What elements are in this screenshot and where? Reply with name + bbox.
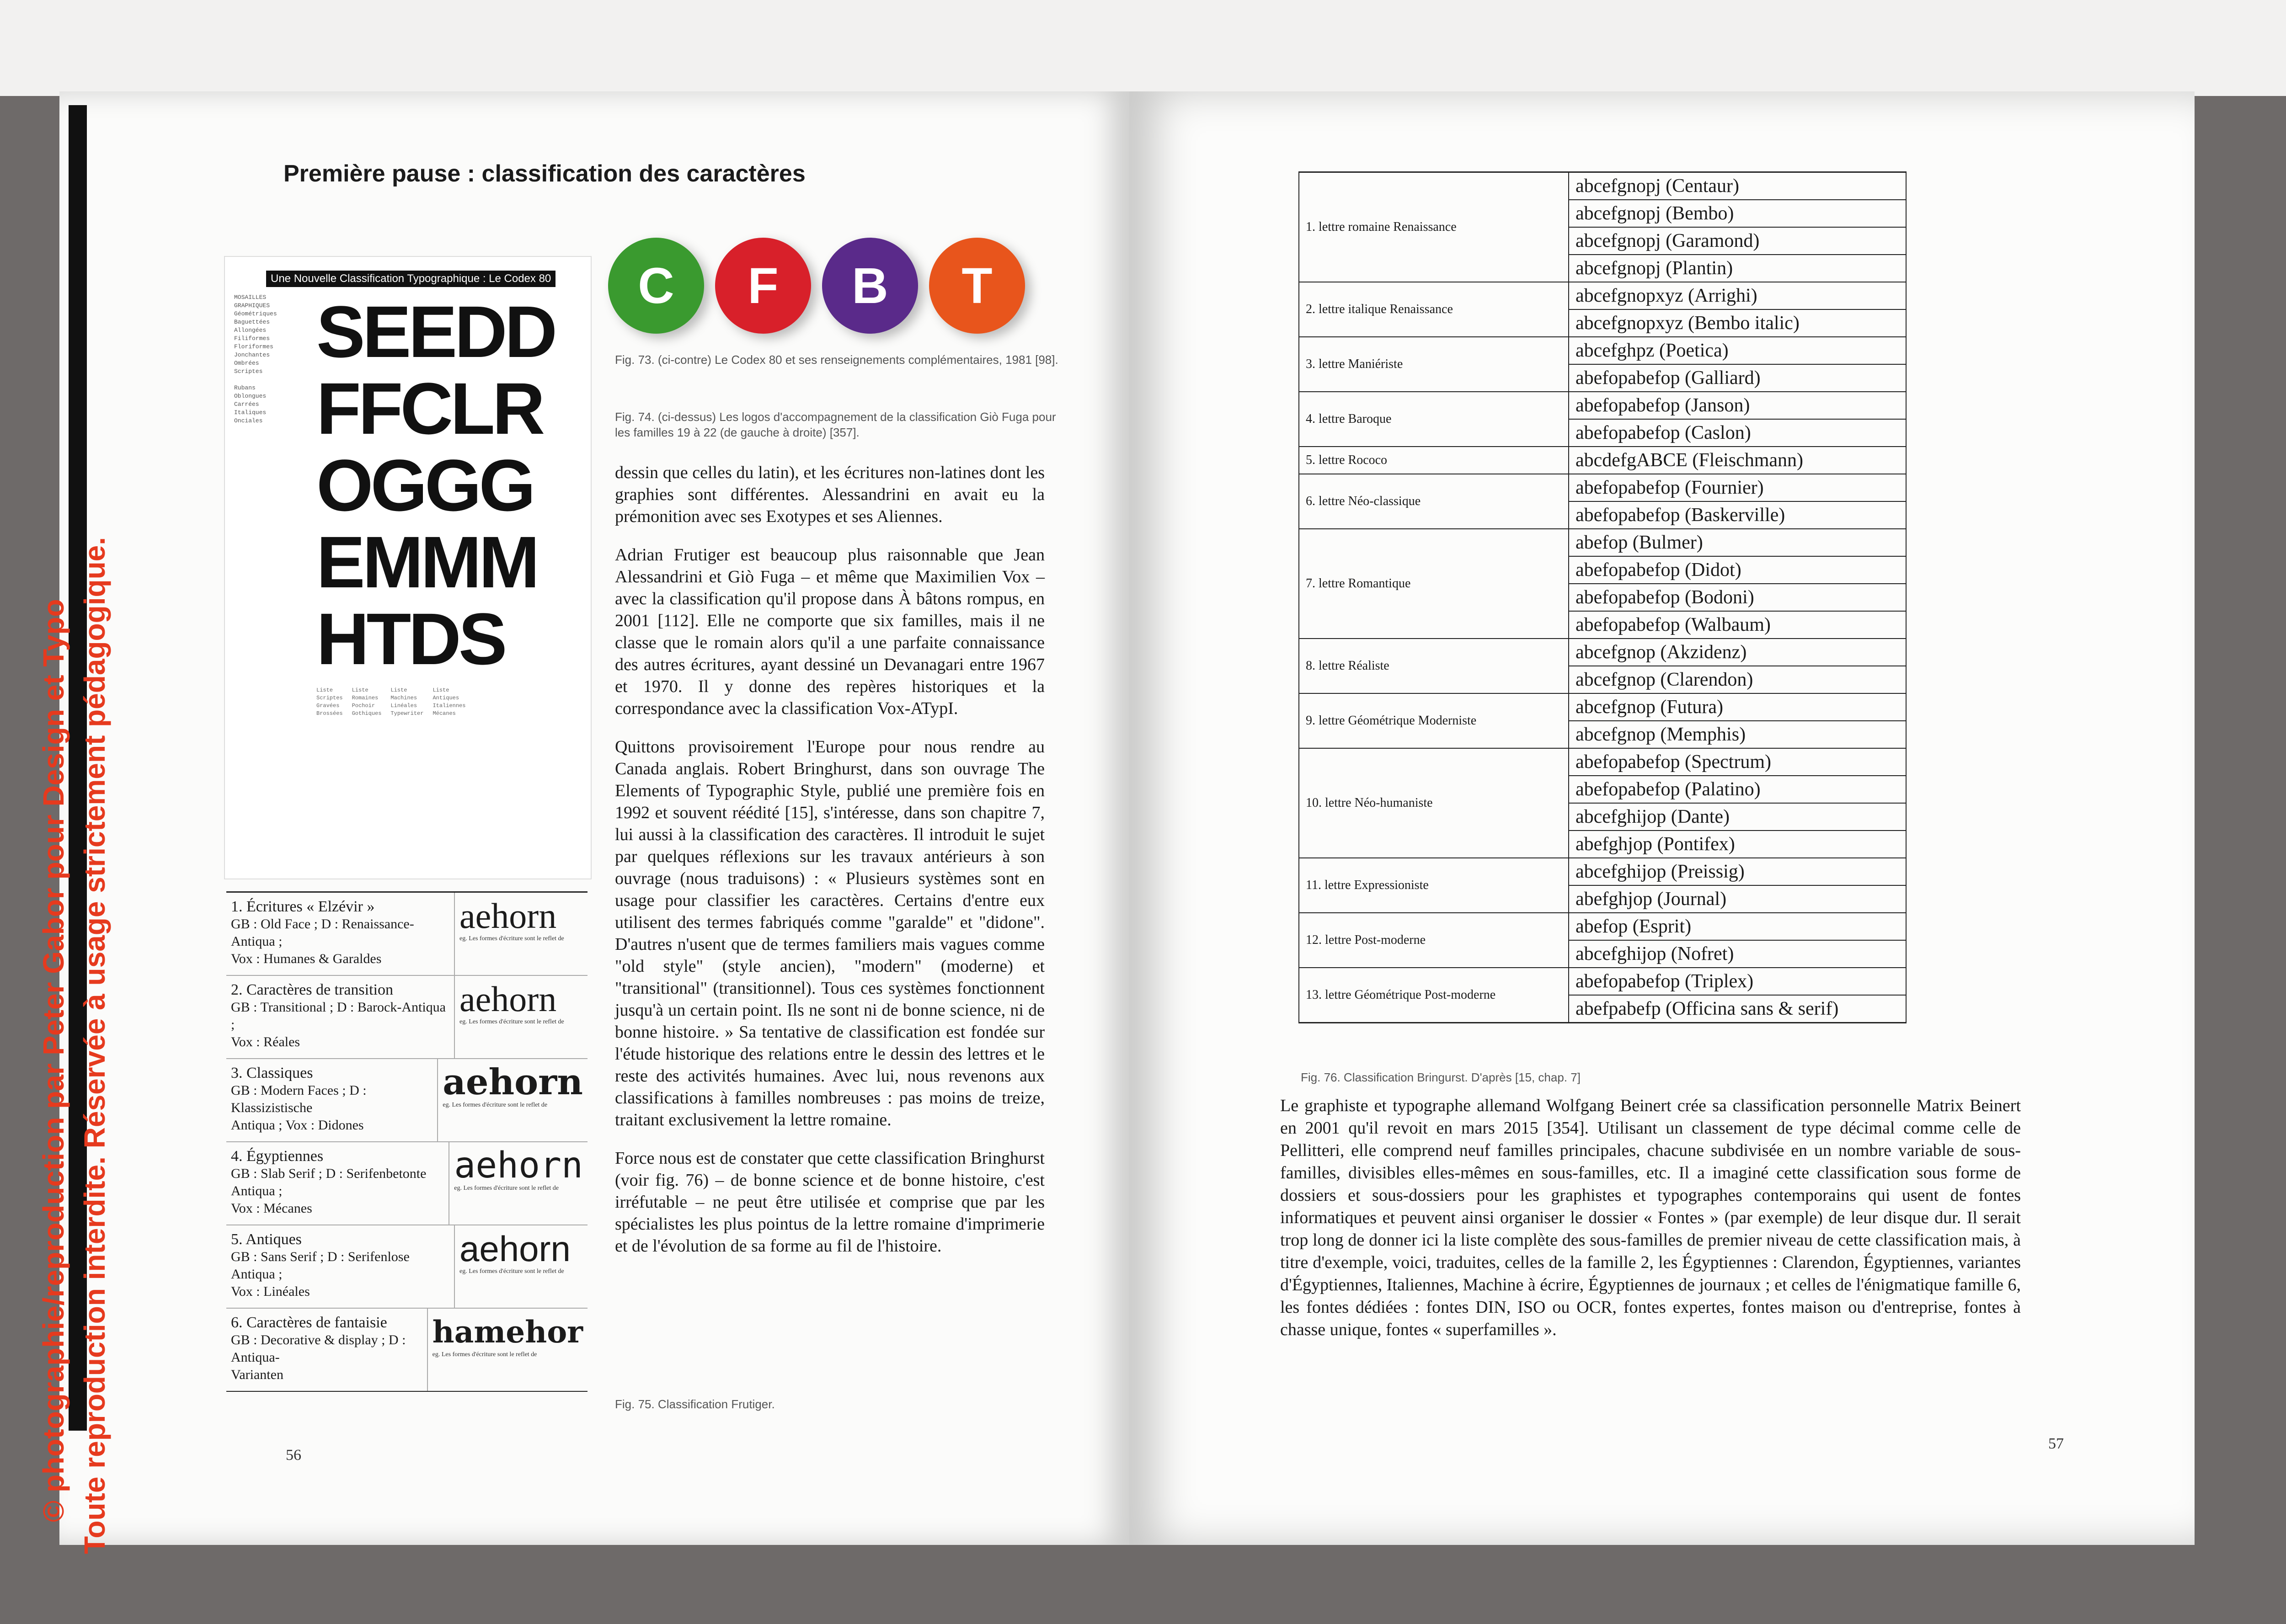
row-vox: Vox : Réales [231, 1034, 300, 1049]
example-cell: abefopabefop (Caslon) [1569, 419, 1906, 447]
table-row [226, 976, 588, 1059]
type-sample: hamehor [432, 1314, 583, 1350]
row-vox: Vox : Humanes & Garaldes [231, 951, 382, 966]
row-title: 6. Caractères de fantaisie [231, 1314, 387, 1331]
logo-19-icon: C [608, 238, 704, 334]
category-cell: 12. lettre Post-moderne [1299, 913, 1569, 968]
category-cell: 9. lettre Géométrique Moderniste [1299, 693, 1569, 748]
row-vox: Vox : Mécanes [231, 1201, 312, 1216]
example-cell: abcefgnopj (Centaur) [1569, 172, 1906, 200]
example-cell: abefopabefop (Triplex) [1569, 968, 1906, 995]
category-cell: 8. lettre Réaliste [1299, 639, 1569, 693]
row-vox: Vox : Linéales [231, 1284, 310, 1299]
example-cell: abcefghpz (Poetica) [1569, 337, 1906, 364]
caption-fig75: Fig. 75. Classification Frutiger. [615, 1397, 775, 1411]
category-cell: 11. lettre Expressioniste [1299, 858, 1569, 913]
caption-fig76: Fig. 76. Classification Bringurst. D'après [15, chap. 7] [1301, 1070, 1581, 1084]
poster-line-5: HTDS [316, 598, 505, 680]
example-cell: abcefgnopxyz (Arrighi) [1569, 282, 1906, 309]
table-row [1299, 172, 1906, 200]
example-cell: abcefgnop (Clarendon) [1569, 666, 1906, 693]
logo-20-icon: F [715, 238, 811, 334]
type-sample: aehorn [459, 1229, 571, 1269]
logo-21-icon: B [822, 238, 918, 334]
sample-note: eg. Les formes d'écriture sont le reflet de [459, 935, 564, 942]
paragraph-4: Force nous est de constater que cette classification Bringhurst (voir fig. 76) – de bonne science et de bonne histoire, c'est irréfutable – ne peut être utilisée et comprise que par les spécialistes les plus pointus de la lettre romaine d'imprimerie et de l'évolution de sa forme au fil de l'histoire. [615, 1149, 1045, 1256]
example-cell: abefopabefop (Bodoni) [1569, 584, 1906, 611]
row-gb: GB : Transitional ; D : Barock-Antiqua ; [231, 1000, 446, 1032]
example-cell: abefopabefop (Spectrum) [1569, 748, 1906, 776]
category-cell: 4. lettre Baroque [1299, 392, 1569, 447]
category-cell: 5. lettre Rococo [1299, 447, 1569, 474]
poster-letters [316, 291, 555, 680]
example-cell: abcefghijop (Nofret) [1569, 940, 1906, 968]
sample-note: eg. Les formes d'écriture sont le reflet de [454, 1185, 559, 1192]
poster-line-3: OGGG [316, 444, 533, 526]
type-sample: aehorn [443, 1061, 583, 1103]
example-cell: abefop (Bulmer) [1569, 529, 1906, 556]
example-cell: abefopabefop (Fournier) [1569, 474, 1906, 501]
table-row [1299, 693, 1906, 721]
example-cell: abcefgnopj (Garamond) [1569, 227, 1906, 255]
example-cell: abefop (Esprit) [1569, 913, 1906, 940]
type-sample: aehorn [459, 896, 557, 936]
row-vox: Varianten [231, 1367, 283, 1382]
poster-line-2: FFCLR [316, 367, 543, 449]
example-cell: abcefgnop (Futura) [1569, 693, 1906, 721]
table-row [1299, 474, 1906, 501]
category-cell: 2. lettre italique Renaissance [1299, 282, 1569, 337]
watermark-line-2: Toute reproduction interdite. Réservée à usage strictement pédagogique. [78, 537, 111, 1554]
row-title: 3. Classiques [231, 1065, 313, 1081]
table-row [1299, 639, 1906, 666]
example-cell: abefopabefop (Janson) [1569, 392, 1906, 419]
table-row [1299, 968, 1906, 995]
example-cell: abefopabefop (Galliard) [1569, 364, 1906, 392]
table-row [226, 1059, 588, 1142]
table-row [1299, 282, 1906, 309]
table-row [1299, 858, 1906, 885]
paragraph-3: Quittons provisoirement l'Europe pour nous rendre au Canada anglais. Robert Bringhurst, dans son ouvrage The Elements of Typographic Style, publié une première fois en 1992 et souvent réédité [15], s'intéresse, dans son chapitre 7, lui aussi à la classification des caractères. Il introduit le sujet par quelques réflexions sur les travaux antérieurs à son ouvrage (nous traduisons) : « Plusieurs systèmes sont en usage pour classifier les caractères. Certains d'entre eux utilisent des termes fabriqués comme "garalde" et "didone". D'autres n'usent que de termes familiers mais vagues comme "old style" (style ancien), "modern" (moderne) et "transitional" (transitionnel). Tous ces systèmes fonctionnent jusqu'à un certain point. Ils ne sont ni de bonne science, ni de bonne histoire. » Sa tentative de classification est fondée sur l'étude historique des relations entre le dessin des lettres et le reste des activités humaines. Avec lui, nous revenons aux classifications à familles nombreuses : pas moins de treize, traitant exclusivement la lettre romaine. [615, 737, 1045, 1129]
watermark-line-1: © photographie/reproduction par Peter Gabor pour Design et Typo [37, 599, 70, 1522]
example-cell: abcefgnopxyz (Bembo italic) [1569, 309, 1906, 337]
example-cell: abcdefgABCE (Fleischmann) [1569, 447, 1906, 474]
type-sample: aehorn [459, 979, 557, 1019]
bringhurst-table [1298, 171, 1907, 1023]
example-cell: abcefgnopj (Bembo) [1569, 200, 1906, 227]
example-cell: abefopabefop (Baskerville) [1569, 501, 1906, 529]
paragraph-2: Adrian Frutiger est beaucoup plus raisonnable que Jean Alessandrini et Giò Fuga – et même que Maximilien Vox – avec la classification qu'il propose dans À bâtons rompus, en 2001 [112]. Elle ne comporte que six familles, mais il ne classe que le romain alors qu'il a une parfaite connaissance des autres écritures, ayant dessiné un Devanagari entre 1967 et 1970. Il y donne des repères historiques et la correspondance avec la classification Vox-ATypI. [615, 545, 1045, 718]
table-row [226, 1225, 588, 1309]
sample-note: eg. Les formes d'écriture sont le reflet de [459, 1018, 564, 1025]
poster-family-list: MOSAILLES GRAPHIQUES Géométriques Baguettées Allongées Filiformes Floriformes Jonchantes Ombrées Scriptes Rubans Oblongues Carrées Italiques Onciales [234, 294, 277, 424]
category-cell: 13. lettre Géométrique Post-moderne [1299, 968, 1569, 1023]
example-cell: abcefghijop (Preissig) [1569, 858, 1906, 885]
table-row [1299, 337, 1906, 364]
example-cell: abefghjop (Journal) [1569, 885, 1906, 913]
table-row [1299, 748, 1906, 776]
table-row [226, 1309, 588, 1391]
caption-fig73: Fig. 73. (ci-contre) Le Codex 80 et ses renseignements complémentaires, 1981 [98]. [615, 353, 1058, 367]
category-cell: 1. lettre romaine Renaissance [1299, 172, 1569, 282]
row-title: 2. Caractères de transition [231, 981, 393, 998]
row-gb: GB : Modern Faces ; D : Klassizistische [231, 1083, 367, 1115]
poster-line-1: SEEDD [316, 291, 555, 373]
caption-fig74: Fig. 74. (ci-dessus) Les logos d'accompagnement de la classification Giò Fuga pour les familles 19 à 22 (de gauche à droite) [357]. [615, 410, 1056, 439]
table-row [226, 1142, 588, 1225]
category-cell: 7. lettre Romantique [1299, 529, 1569, 639]
row-gb: GB : Old Face ; D : Renaissance-Antiqua ; [231, 916, 414, 949]
beinert-paragraph: Le graphiste et typographe allemand Wolfgang Beinert crée sa classification personnelle Matrix Beinert en 2001 qu'il revoit en mars 2015 [354]. Utilisant un classement de type décimal comme celle de Pellitteri, elle comprend neuf familles principales, chacune subdivisée en un nombre variable de sous-familles, divisibles elles-mêmes en sous-familles, etc. Il a imaginé cette classification sous forme de dossiers et sous-dossiers pour les graphistes et typographes contemporains qui usent de fontes informatiques et peuvent ainsi organiser le dossier « Fontes » (par exemple) de leur disque dur. Il serait trop long de donner ici la liste complète des sous-familles de premier niveau de cette classification mais, à titre d'exemple, voici, traduites, celles de la famille 2, les Égyptiennes : Clarendon, Égyptiennes, variantes d'Égyptiennes, Italiennes, Machine à écrire, Égyptiennes de journaux ; et celles de l'énigmatique famille 6, les fontes dédiées : fontes DIN, ISO ou OCR, fontes expertes, fontes maison ou d'entreprise, fontes à chasse unique, fontes « superfamilles ». [1280, 1096, 2021, 1339]
poster-columns: Liste Scriptes Gravées Brossées Liste Romaines Pochoir Gothiques Liste Machines Linéales Typewriter Liste Antiques Italiennes Mécanes [316, 687, 466, 717]
table-row [1299, 529, 1906, 556]
frutiger-classification-table [226, 891, 588, 1392]
example-cell: abefpabefp (Officina sans & serif) [1569, 995, 1906, 1023]
table-row [1299, 392, 1906, 419]
paragraph-1: dessin que celles du latin), et les écritures non-latines dont les graphies sont différentes. Alessandrini en avait eu la prémonition avec ses Exotypes et ses Aliennes. [615, 463, 1045, 526]
logo-22-icon: T [929, 238, 1025, 334]
poster-title: Une Nouvelle Classification Typographique : Le Codex 80 [266, 271, 555, 287]
background-top [0, 0, 2286, 96]
fuga-logos [608, 238, 1025, 334]
table-row [1299, 913, 1906, 940]
example-cell: abcefgnop (Akzidenz) [1569, 639, 1906, 666]
sample-note: eg. Les formes d'écriture sont le reflet de [443, 1102, 548, 1108]
example-cell: abefopabefop (Palatino) [1569, 776, 1906, 803]
example-cell: abefopabefop (Didot) [1569, 556, 1906, 584]
poster-line-4: EMMM [316, 521, 537, 603]
example-cell: abefghjop (Pontifex) [1569, 831, 1906, 858]
left-column-text [615, 462, 1045, 1273]
example-cell: abcefgnop (Memphis) [1569, 721, 1906, 748]
codex-80-poster [224, 256, 592, 879]
row-title: 1. Écritures « Elzévir » [231, 898, 375, 915]
page-heading: Première pause : classification des caractères [283, 160, 806, 187]
page-number-right: 57 [2048, 1435, 2064, 1452]
example-cell: abcefghijop (Dante) [1569, 803, 1906, 831]
sample-note: eg. Les formes d'écriture sont le reflet de [459, 1268, 564, 1275]
type-sample: aehorn [454, 1145, 583, 1186]
row-gb: GB : Decorative & display ; D : Antiqua- [231, 1332, 406, 1365]
row-vox: Antiqua ; Vox : Didones [231, 1118, 364, 1133]
category-cell: 3. lettre Maniériste [1299, 337, 1569, 392]
table-row [226, 893, 588, 976]
example-cell: abcefgnopj (Plantin) [1569, 255, 1906, 282]
row-gb: GB : Slab Serif ; D : Serifenbetonte Antiqua ; [231, 1166, 427, 1198]
row-title: 4. Égyptiennes [231, 1148, 324, 1165]
example-cell: abefopabefop (Walbaum) [1569, 611, 1906, 639]
sample-note: eg. Les formes d'écriture sont le reflet de [432, 1351, 537, 1358]
category-cell: 6. lettre Néo-classique [1299, 474, 1569, 529]
table-row [1299, 447, 1906, 474]
page-number-left: 56 [286, 1447, 301, 1464]
row-gb: GB : Sans Serif ; D : Serifenlose Antiqua ; [231, 1249, 410, 1282]
row-title: 5. Antiques [231, 1231, 302, 1248]
category-cell: 10. lettre Néo-humaniste [1299, 748, 1569, 858]
